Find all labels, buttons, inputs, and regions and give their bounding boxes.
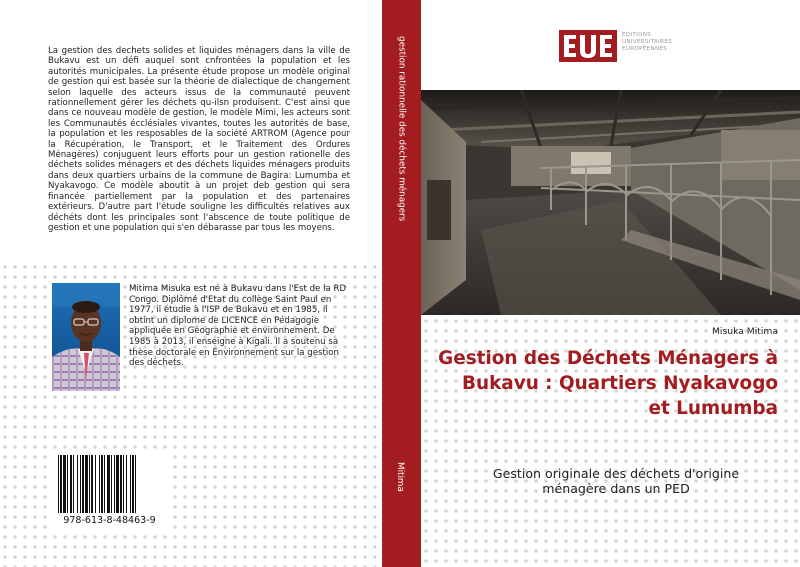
barcode-graphic [58, 455, 161, 513]
barcode-bar [135, 455, 136, 513]
spine-title: gestion rationnelle des déchets ménagers [396, 36, 407, 222]
back-cover-blurb: La gestion des dechets solides et liquides ménagers dans la ville de Bukavu est un défi auquel sont cnfrontées la population et les autorités municipales. La présente étude propose un modèle original de gestion qui est basée sur la théorie de dialectique de changement selon laquelle des acteurs issus de la communauté peuvent rationnellement gérer les déchets qu-ilsn produisent. C'est ainsi que dans ce nouveau modèle de gestion, le modèle Mimi, les acteurs sont les Communautés écclésiales vivantes, toutes les autorités de base, la population et les resposables de la société ARTROM (Agence pour la Récupération, le Transport, et le Traitement des Ordures Ménagères) conjuguent leurs efforts pour un gestion rationelle des déchets solides ménagers et des déchets liquides ménagers produits dans deux quartiers urbains de la commune de Bagira: Lumumba et Nyakavogo. Ce modèle aboutit à un projet deb gestion qui sera financée partiellement par la population et des partenaires extérieurs. D'autre part l'étude souligne les difficultés relatives aux déchéts dont les principales sont l'abscence de toute politique de gestion et une population qui s'en débarasse par tous les moyens. [48, 46, 350, 233]
isbn-barcode [52, 451, 167, 532]
barcode-bar [82, 455, 84, 513]
book-subtitle: Gestion originale des déchets d'origine ménagère dans un PED [492, 466, 740, 496]
author-photo [52, 283, 120, 391]
barcode-bar [58, 455, 59, 513]
barcode-bar [111, 455, 112, 513]
publisher-name: ÉDITIONS UNIVERSITAIRES EUROPÉENNES [622, 32, 673, 53]
barcode-bar [132, 455, 134, 513]
barcode-bar [80, 455, 81, 513]
barcode-bar [67, 455, 68, 513]
barcode-bar [123, 455, 124, 513]
barcode-bar [126, 455, 127, 513]
barcode-bar [63, 455, 66, 513]
barcode-bar [95, 455, 96, 513]
barcode-bar [120, 455, 122, 513]
book-spine [382, 0, 421, 567]
barcode-bar [70, 455, 72, 513]
barcode-bar [116, 455, 119, 513]
barcode-bar [85, 455, 88, 513]
back-cover [0, 0, 382, 567]
barcode-bar [73, 455, 74, 513]
front-author-name: Misuka Mitima [711, 326, 778, 337]
barcode-bar [130, 455, 131, 513]
barcode-bar [114, 455, 115, 513]
barcode-bar [77, 455, 78, 513]
barcode-bar [91, 455, 93, 513]
cover-photo [421, 90, 800, 315]
isbn-number: 978-613-8-48463-9 [63, 515, 156, 526]
author-bio: Mitima Misuka est né à Bukavu dans l'Est de la RD Congo. Diplômé d'Etat du collège Saint Paul en 1977, il étudie à l'ISP de Bukavu et en 1985, il obtint un diplome de LICENCE en Pédagogie appliquée en Géographie et environnement. De 1985 à 2013, il enseigne à Kigali. Il a soutenu sa thèse doctorale en Environnement sur la gestion des déchets. [129, 284, 347, 369]
barcode-bar [101, 455, 103, 513]
barcode-bar [60, 455, 62, 513]
barcode-bar [107, 455, 110, 513]
barcode-bar [99, 455, 100, 513]
front-cover [421, 0, 800, 567]
publisher-logo-icon [559, 30, 617, 62]
spine-author: Mitima [395, 462, 405, 492]
barcode-bar [104, 455, 105, 513]
barcode-bar [89, 455, 90, 513]
book-title: Gestion des Déchets Ménagers à Bukavu : Quartiers Nyakavogo et Lumumba [438, 348, 778, 419]
